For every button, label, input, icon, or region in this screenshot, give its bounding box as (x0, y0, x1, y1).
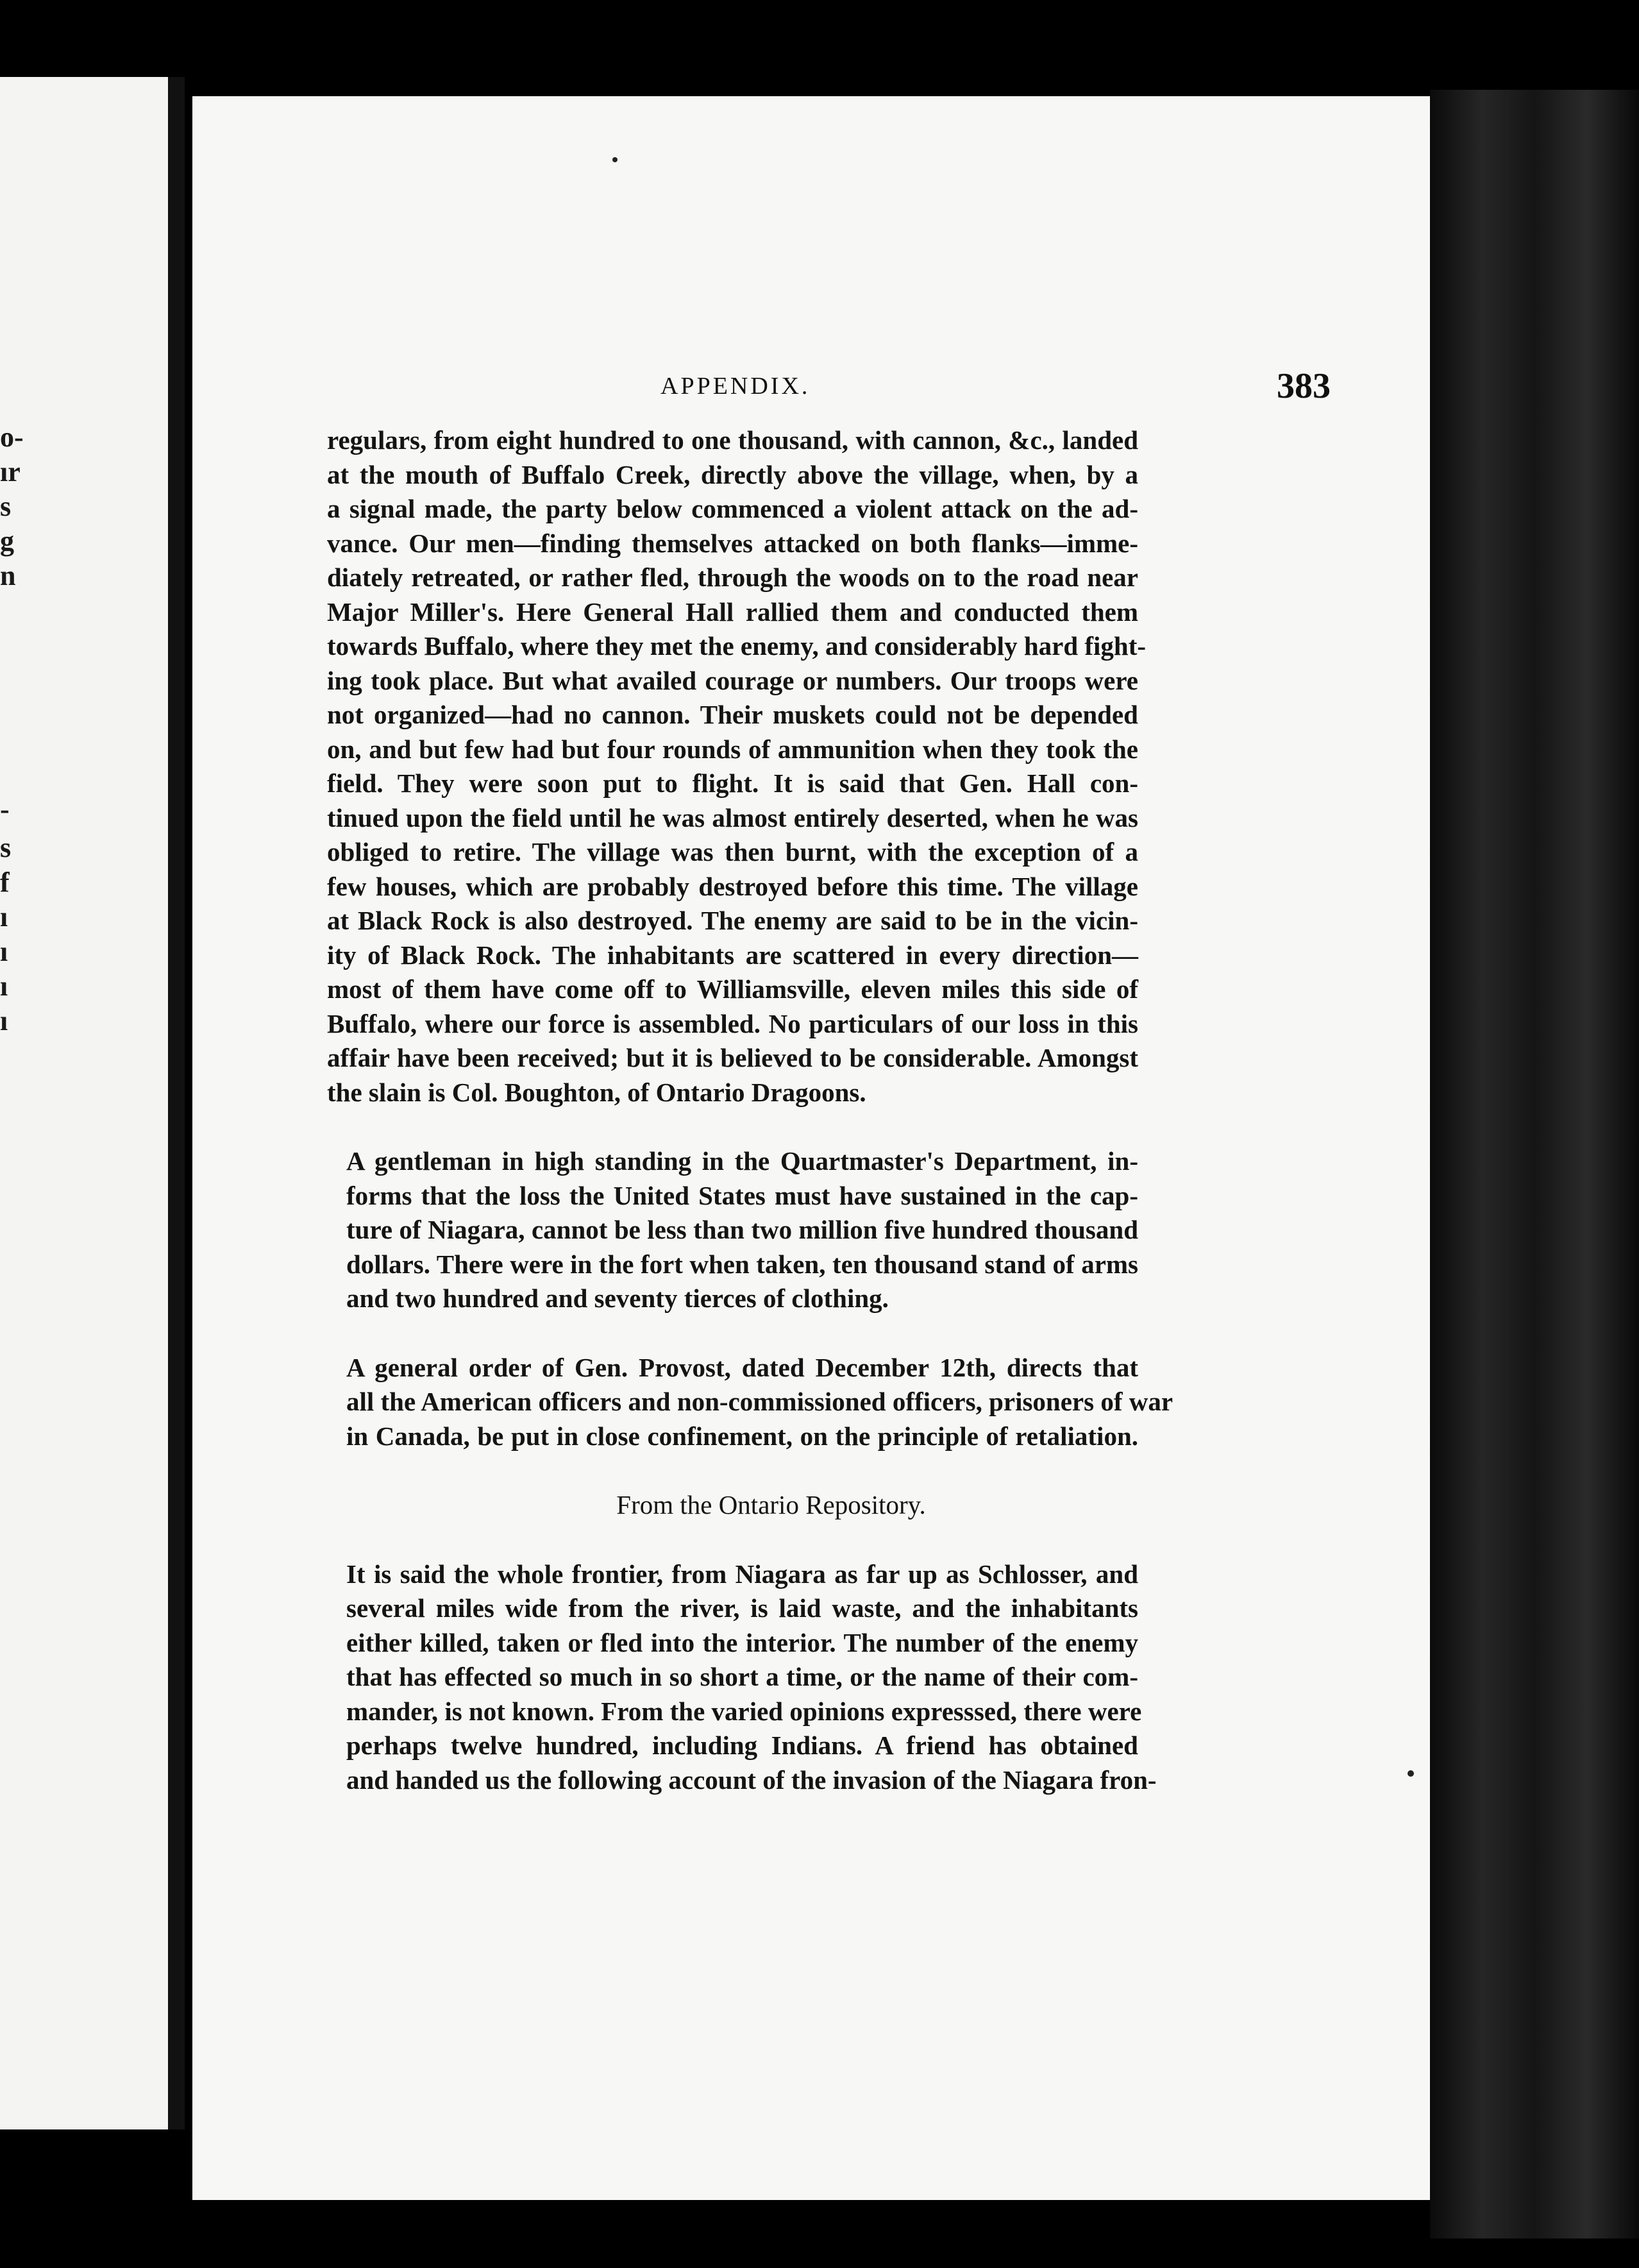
facing-page-fragment: n (0, 560, 16, 591)
facing-page-edge (0, 77, 185, 2129)
text-line: affair have been received; but it is believed to be considerable. Amongst (327, 1043, 1138, 1072)
text-line: the slain is Col. Boughton, of Ontario Dragoons. (327, 1077, 866, 1107)
facing-page-fragment: g (0, 525, 14, 557)
text-line: several miles wide from the river, is laid waste, and the inhabitants (346, 1593, 1138, 1623)
paragraph (327, 1144, 1138, 1316)
text-line: few houses, which are probably destroyed before this time. The village (327, 871, 1138, 901)
text-line: on, and but few had but four rounds of ammunition when they took the (327, 734, 1138, 764)
facing-page-fragment: f (0, 867, 10, 898)
book-page (192, 96, 1430, 2200)
text-line: It is said the whole frontier, from Niagara as far up as Schlosser, and (346, 1559, 1138, 1589)
text-line: perhaps twelve hundred, including Indians. A friend has obtained (346, 1731, 1138, 1760)
paragraph (327, 423, 1147, 1110)
running-head: APPENDIX. (660, 373, 811, 400)
facing-page-fragment: o- (0, 421, 24, 453)
text-line: forms that the loss the United States must have sustained in the cap- (346, 1180, 1138, 1210)
text-line: most of them have come off to Williamsville, eleven miles this side of (327, 974, 1138, 1004)
text-line: ity of Black Rock. The inhabitants are scattered in every direction— (327, 940, 1138, 970)
text-line: A gentleman in high standing in the Quartmaster's Department, in- (346, 1146, 1138, 1176)
text-line: at the mouth of Buffalo Creek, directly above the village, when, by a (327, 459, 1138, 489)
text-line: and handed us the following account of the invasion of the Niagara fron- (346, 1764, 1157, 1795)
facing-page-fragment: - (0, 793, 10, 825)
text-line: ing took place. But what availed courage or numbers. Our troops were (327, 665, 1138, 695)
text-line: A general order of Gen. Provost, dated December 12th, directs that (346, 1352, 1138, 1382)
text-line: Major Miller's. Here General Hall rallied them and conducted them (327, 597, 1138, 627)
text-line: that has effected so much in so short a time, or the name of their com- (346, 1662, 1138, 1691)
text-line: all the American officers and non-commissioned officers, prisoners of war (346, 1387, 1173, 1416)
text-line: at Black Rock is also destroyed. The enemy are said to be in the vicin- (327, 906, 1138, 935)
text-line: either killed, taken or fled into the interior. The number of the enemy (346, 1627, 1138, 1657)
text-line: a signal made, the party below commenced a violent attack on the ad- (327, 494, 1138, 523)
ink-speck (1408, 1770, 1414, 1777)
text-line: diately retreated, or rather fled, through the woods on to the road near (327, 563, 1138, 592)
text-line: mander, is not known. From the varied opinions expresssed, there were (346, 1696, 1142, 1726)
text-line: Buffalo, where our force is assembled. No particulars of our loss in this (327, 1008, 1138, 1038)
text-line: tinued upon the field until he was almost entirely deserted, when he was (327, 802, 1138, 833)
text-line: vance. Our men—finding themselves attacked on both flanks—imme- (327, 528, 1138, 558)
facing-page-fragment: ı (0, 970, 8, 1002)
page-header (192, 366, 1430, 423)
text-line: dollars. There were in the fort when taken, ten thousand stand of arms (346, 1249, 1138, 1279)
text-line: not organized—had no cannon. Their muskets could not be depended (327, 700, 1138, 729)
paragraph (327, 1557, 1157, 1798)
facing-page-fragment: ı (0, 1005, 8, 1037)
facing-page-fragment: ı (0, 936, 8, 967)
text-line: regulars, from eight hundred to one thousand, with cannon, &c., landed (327, 425, 1138, 455)
ink-speck (612, 157, 618, 162)
facing-page-fragment: ır (0, 456, 21, 487)
book-page-edges (1430, 90, 1639, 2238)
facing-page-fragment: s (0, 832, 12, 863)
body-text (327, 423, 1173, 1832)
facing-page-fragment: s (0, 491, 12, 522)
text-line: field. They were soon put to flight. It is said that Gen. Hall con- (327, 768, 1138, 798)
source-heading: From the Ontario Repository. (616, 1490, 926, 1519)
page-number: 383 (1277, 366, 1331, 406)
text-line: towards Buffalo, where they met the enemy, and considerably hard fight- (327, 631, 1147, 661)
text-line: and two hundred and seventy tierces of clothing. (346, 1283, 889, 1313)
text-line: ture of Niagara, cannot be less than two million five hundred thousand (346, 1215, 1138, 1244)
text-line: in Canada, be put in close confinement, on the principle of retaliation. (346, 1421, 1138, 1451)
text-line: obliged to retire. The village was then burnt, with the exception of a (327, 837, 1138, 867)
paragraph (327, 1351, 1173, 1454)
facing-page-fragment: ı (0, 901, 8, 933)
